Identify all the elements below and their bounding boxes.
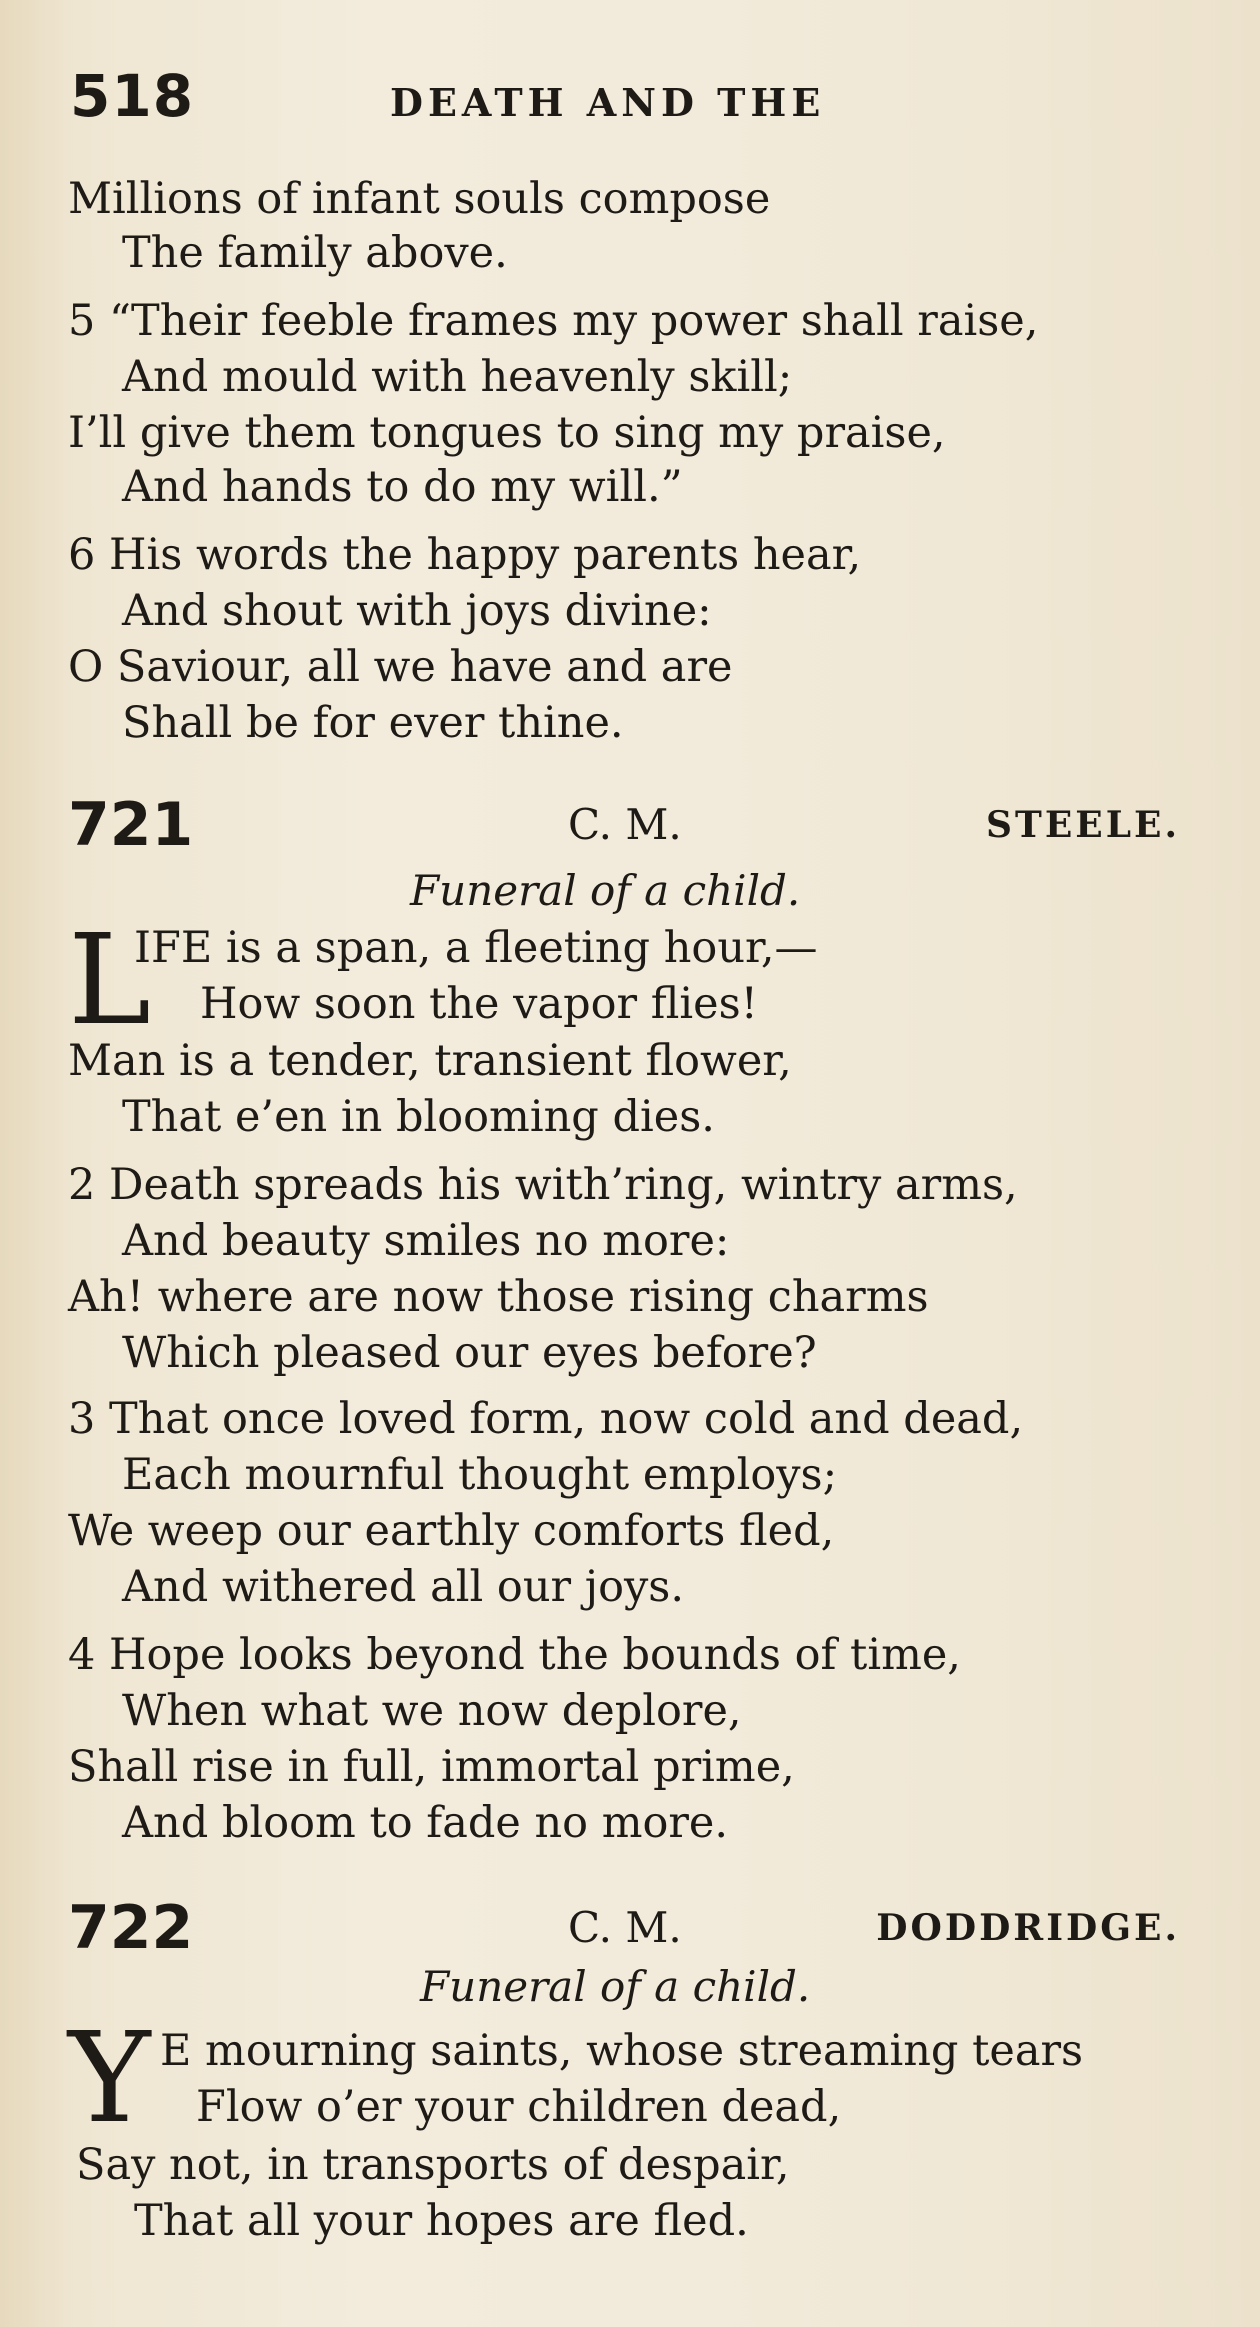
verse-line: The family above. (122, 228, 508, 278)
verse-line: O Saviour, all we have and are (68, 642, 733, 692)
verse-line: Which pleased our eyes before? (122, 1328, 817, 1378)
hymn-meter: C. M. (568, 800, 682, 849)
verse-line: 3 That once loved form, now cold and dead, (68, 1394, 1024, 1444)
drop-cap: Y (68, 2006, 151, 2151)
verse-line: Millions of infant souls compose (68, 174, 771, 224)
verse-line: IFE is a span, a fleeting hour,— (134, 923, 818, 973)
verse-line: Each mournful thought employs; (122, 1450, 838, 1500)
verse-line: Shall be for ever thine. (122, 698, 624, 748)
verse-line: That e’en in blooming dies. (122, 1092, 715, 1142)
verse-line: Flow o’er your children dead, (196, 2082, 842, 2132)
hymn-meter: C. M. (568, 1903, 682, 1952)
hymn-number: 722 (68, 1893, 194, 1963)
verse-line: And shout with joys divine: (122, 586, 712, 636)
page-header (70, 62, 1200, 132)
verse-line: And mould with heavenly skill; (122, 352, 793, 402)
verse-line: When what we now deplore, (122, 1686, 742, 1736)
verse-line: Say not, in transports of despair, (76, 2140, 790, 2190)
verse-line: That all your hopes are fled. (134, 2196, 749, 2246)
verse-line: We weep our earthly comforts fled, (68, 1506, 835, 1556)
verse-line: Ah! where are now those rising charms (68, 1272, 929, 1322)
running-head: DEATH AND THE (390, 80, 826, 125)
hymn-722-header (68, 1893, 1200, 1973)
drop-cap: L (68, 908, 152, 1053)
hymn-author: STEELE. (986, 804, 1180, 846)
verse-line: Shall rise in full, immortal prime, (68, 1742, 795, 1792)
verse-line: 5 “Their feeble frames my power shall raise, (68, 296, 1039, 346)
verse-line: 2 Death spreads his with’ring, wintry arms, (68, 1160, 1018, 1210)
verse-line: And hands to do my will.” (122, 462, 683, 512)
verse-line: Man is a tender, transient flower, (68, 1036, 792, 1086)
hymn-subtitle: Funeral of a child. (420, 1962, 811, 2011)
verse-line: And bloom to fade no more. (122, 1798, 729, 1848)
hymn-721-header (68, 790, 1200, 870)
verse-line: 6 His words the happy parents hear, (68, 530, 862, 580)
verse-line: E mourning saints, whose streaming tears (160, 2026, 1084, 2076)
hymn-author: DODDRIDGE. (876, 1907, 1180, 1949)
verse-line: And withered all our joys. (122, 1562, 684, 1612)
verse-line: And beauty smiles no more: (122, 1216, 730, 1266)
verse-line: How soon the vapor flies! (200, 979, 758, 1029)
hymn-number: 721 (68, 790, 194, 860)
verse-line: I’ll give them tongues to sing my praise, (68, 408, 946, 458)
hymn-subtitle: Funeral of a child. (410, 866, 801, 915)
page-number: 518 (70, 62, 195, 130)
verse-line: 4 Hope looks beyond the bounds of time, (68, 1630, 961, 1680)
